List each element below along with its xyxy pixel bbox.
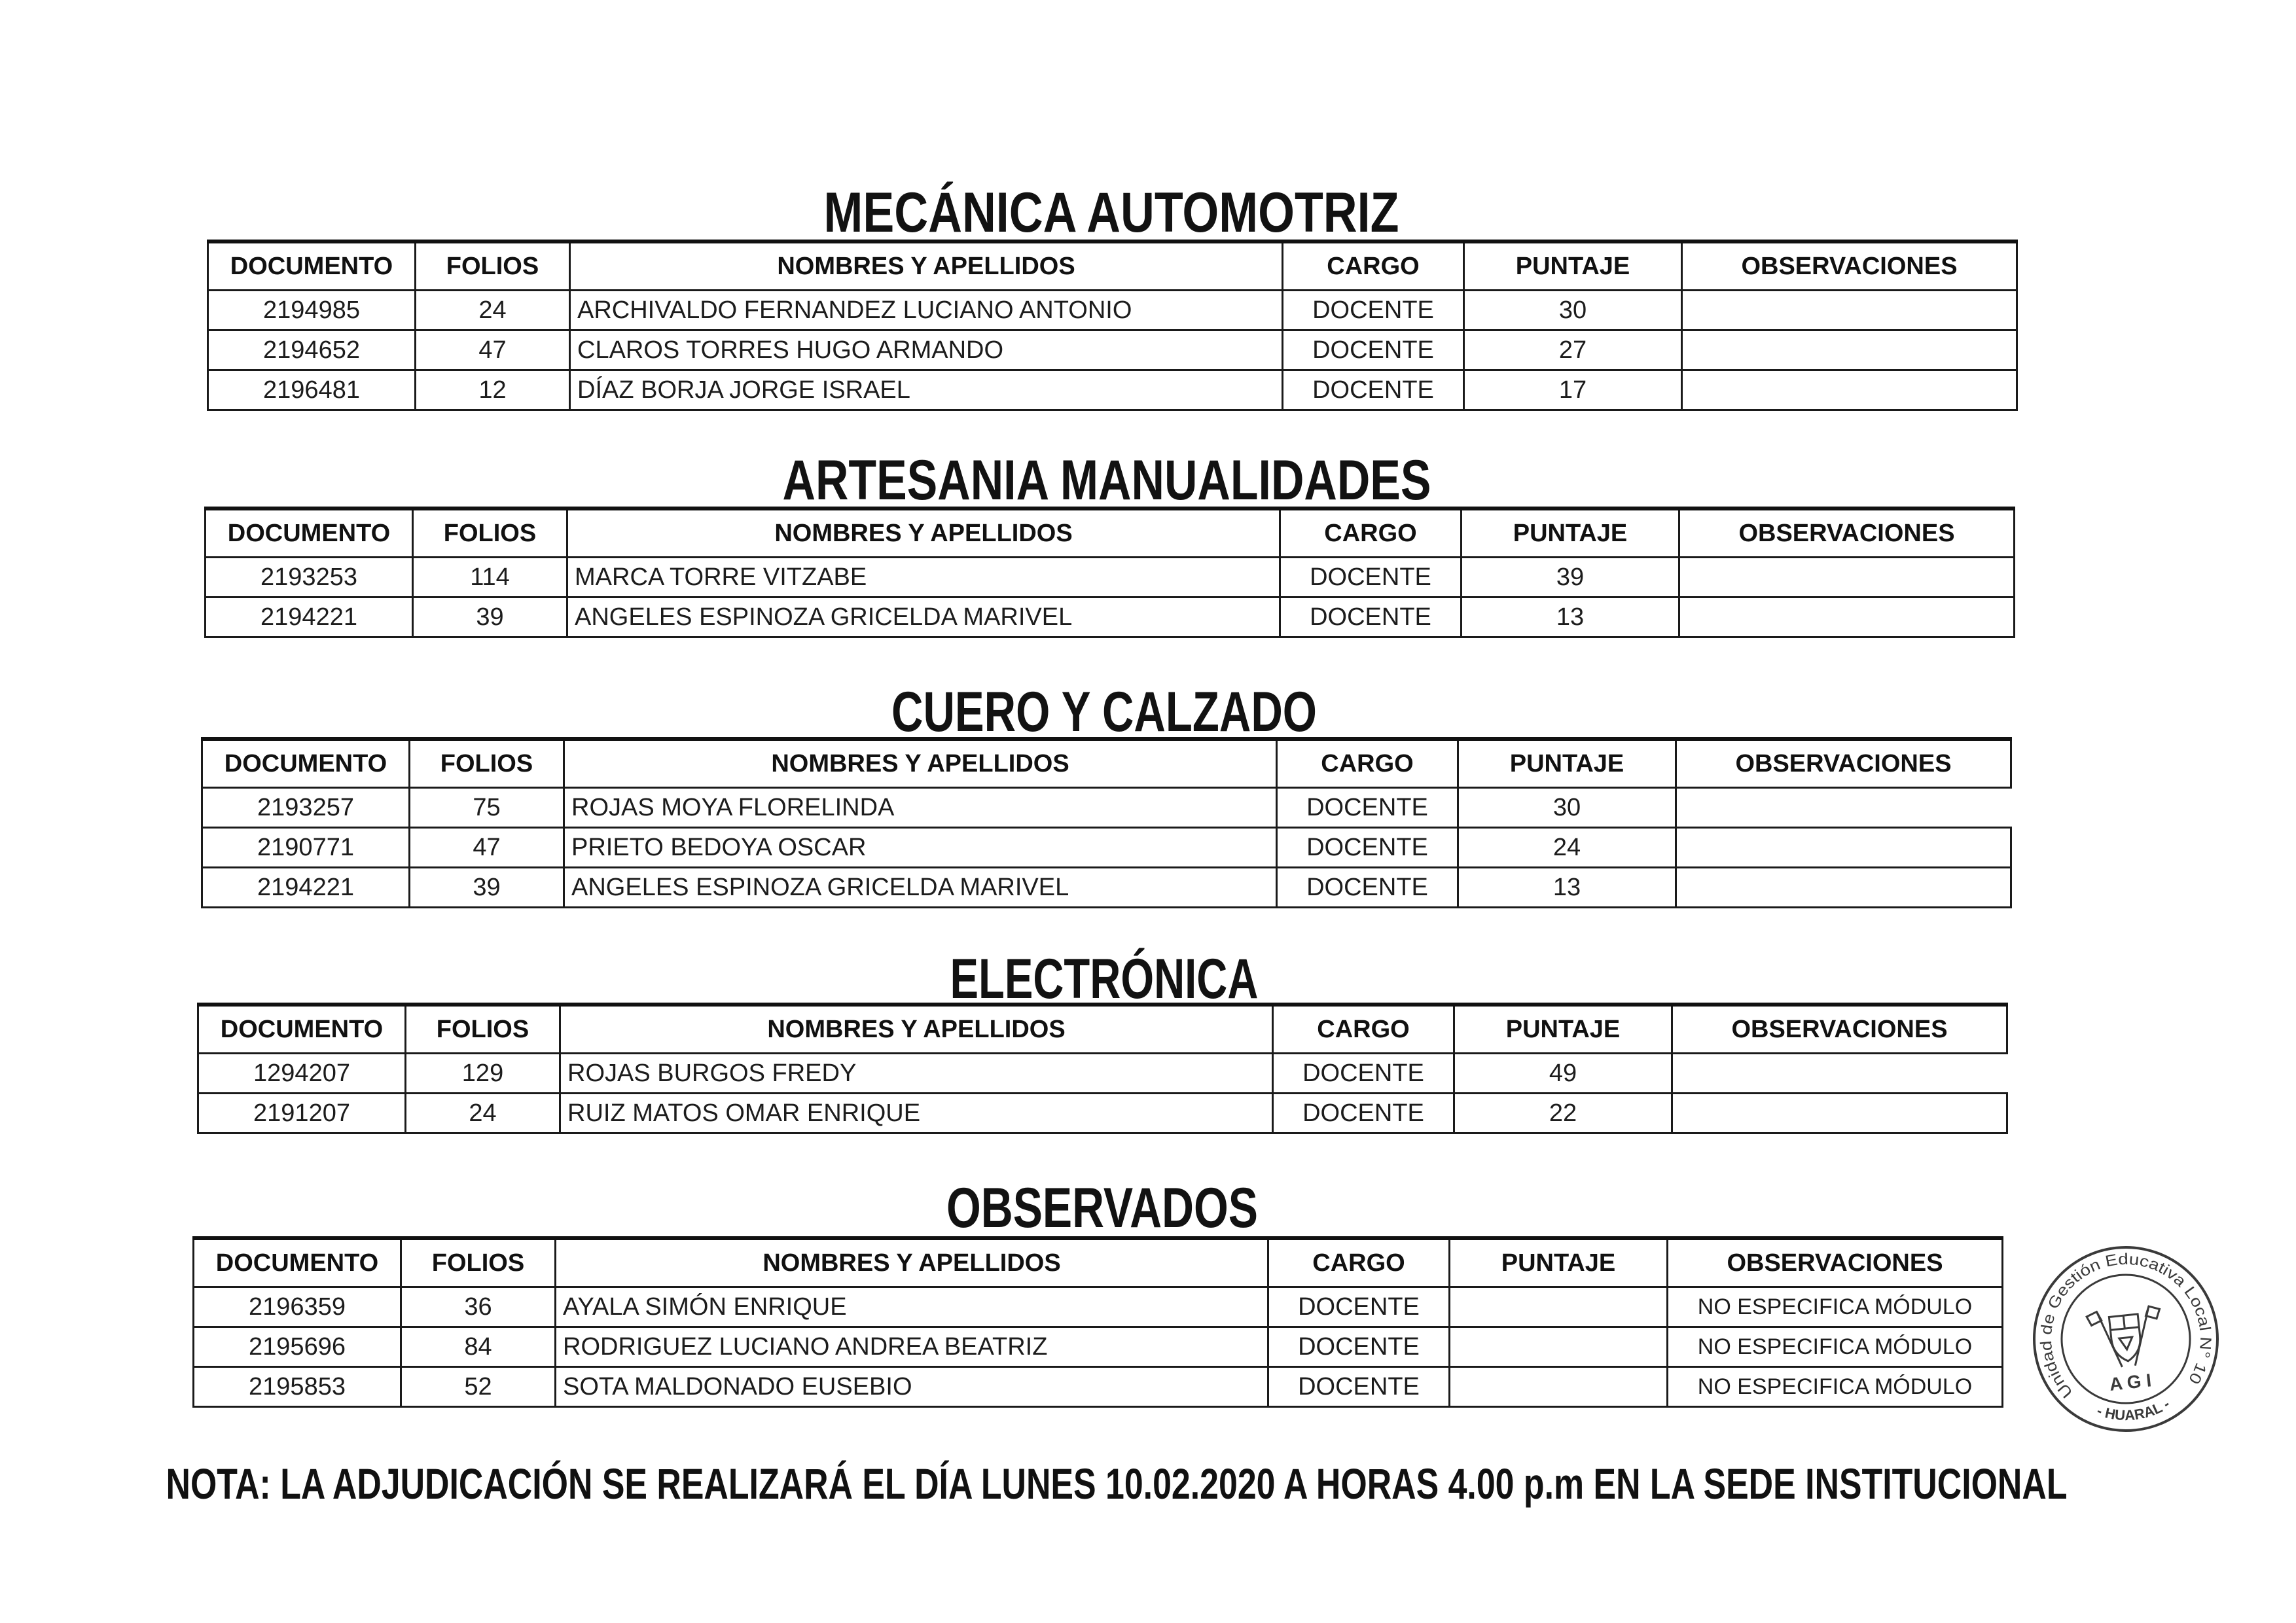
table-row bbox=[202, 868, 2011, 908]
results-table bbox=[197, 1003, 2008, 1134]
table-row bbox=[206, 597, 2015, 637]
cell-cargo: DOCENTE bbox=[1283, 330, 1464, 370]
cell-documento: 2193257 bbox=[202, 788, 410, 828]
cell-cargo: DOCENTE bbox=[1283, 291, 1464, 330]
table-body bbox=[198, 1054, 2007, 1133]
cell-folios: 47 bbox=[416, 330, 570, 370]
cell-folios: 52 bbox=[401, 1367, 556, 1407]
cell-puntaje: 39 bbox=[1462, 558, 1679, 597]
column-header-observaciones: OBSERVACIONES bbox=[1682, 241, 2017, 291]
column-header-observaciones: OBSERVACIONES bbox=[1676, 739, 2011, 788]
cell-documento: 2195853 bbox=[194, 1367, 401, 1407]
results-table bbox=[204, 507, 2015, 638]
cell-observaciones: NO ESPECIFICA MÓDULO bbox=[1668, 1327, 2003, 1367]
cell-documento: 1294207 bbox=[198, 1054, 406, 1094]
cell-observaciones bbox=[1672, 1054, 2007, 1094]
column-header-puntaje: PUNTAJE bbox=[1454, 1005, 1672, 1054]
column-header-nombres: NOMBRES Y APELLIDOS bbox=[567, 508, 1280, 558]
cell-puntaje: 49 bbox=[1454, 1054, 1672, 1094]
column-header-nombres: NOMBRES Y APELLIDOS bbox=[570, 241, 1283, 291]
table-row bbox=[198, 1094, 2007, 1133]
column-header-documento: DOCUMENTO bbox=[198, 1005, 406, 1054]
table-body bbox=[208, 291, 2017, 410]
column-header-cargo: CARGO bbox=[1283, 241, 1464, 291]
coat-of-arms-icon bbox=[2086, 1305, 2165, 1370]
cell-observaciones bbox=[1676, 828, 2011, 868]
column-header-folios: FOLIOS bbox=[401, 1238, 556, 1287]
cell-documento: 2194221 bbox=[206, 597, 413, 637]
section-title-text: OBSERVADOS bbox=[946, 1177, 1258, 1240]
cell-cargo: DOCENTE bbox=[1273, 1094, 1454, 1133]
cell-nombres: ANGELES ESPINOZA GRICELDA MARIVEL bbox=[567, 597, 1280, 637]
table-head bbox=[194, 1238, 2003, 1287]
cell-observaciones: NO ESPECIFICA MÓDULO bbox=[1668, 1287, 2003, 1327]
column-header-documento: DOCUMENTO bbox=[208, 241, 416, 291]
column-header-folios: FOLIOS bbox=[413, 508, 567, 558]
table-header-row bbox=[208, 241, 2017, 291]
table-row bbox=[206, 558, 2015, 597]
table-head bbox=[208, 241, 2017, 291]
results-table bbox=[207, 240, 2018, 411]
column-header-puntaje: PUNTAJE bbox=[1464, 241, 1682, 291]
cell-puntaje: 30 bbox=[1458, 788, 1676, 828]
cell-documento: 2196481 bbox=[208, 370, 416, 410]
cell-folios: 84 bbox=[401, 1327, 556, 1367]
column-header-observaciones: OBSERVACIONES bbox=[1679, 508, 2015, 558]
table-header-row bbox=[206, 508, 2015, 558]
results-table bbox=[201, 737, 2012, 908]
section-title-text: ELECTRÓNICA bbox=[950, 948, 1259, 1010]
column-header-documento: DOCUMENTO bbox=[194, 1238, 401, 1287]
cell-nombres: SOTA MALDONADO EUSEBIO bbox=[556, 1367, 1268, 1407]
stamp-center-text: A G I bbox=[2108, 1370, 2153, 1395]
section-title bbox=[0, 1169, 2296, 1241]
column-header-cargo: CARGO bbox=[1273, 1005, 1454, 1054]
cell-observaciones bbox=[1682, 291, 2017, 330]
column-header-cargo: CARGO bbox=[1268, 1238, 1450, 1287]
cell-nombres: MARCA TORRE VITZABE bbox=[567, 558, 1280, 597]
cell-puntaje: 17 bbox=[1464, 370, 1682, 410]
cell-folios: 12 bbox=[416, 370, 570, 410]
adjudication-note-text: NOTA: LA ADJUDICACIÓN SE REALIZARÁ EL DÍA LUNES 10.02.2020 A HORAS 4.00 p.m EN LA SEDE INSTITUCIONAL bbox=[166, 1459, 2068, 1508]
cell-folios: 39 bbox=[410, 868, 564, 908]
table-head bbox=[198, 1005, 2007, 1054]
cell-cargo: DOCENTE bbox=[1277, 868, 1458, 908]
column-header-observaciones: OBSERVACIONES bbox=[1668, 1238, 2003, 1287]
column-header-nombres: NOMBRES Y APELLIDOS bbox=[560, 1005, 1273, 1054]
table-row bbox=[194, 1367, 2003, 1407]
cell-documento: 2194652 bbox=[208, 330, 416, 370]
section-title bbox=[0, 174, 2296, 246]
cell-documento: 2190771 bbox=[202, 828, 410, 868]
cell-folios: 129 bbox=[406, 1054, 560, 1094]
cell-puntaje bbox=[1450, 1287, 1668, 1327]
cell-observaciones bbox=[1672, 1094, 2007, 1133]
cell-documento: 2196359 bbox=[194, 1287, 401, 1327]
cell-nombres: RUIZ MATOS OMAR ENRIQUE bbox=[560, 1094, 1273, 1133]
table-row bbox=[208, 291, 2017, 330]
table-row bbox=[194, 1327, 2003, 1367]
cell-nombres: AYALA SIMÓN ENRIQUE bbox=[556, 1287, 1268, 1327]
table-row bbox=[208, 370, 2017, 410]
cell-nombres: ANGELES ESPINOZA GRICELDA MARIVEL bbox=[564, 868, 1277, 908]
cell-documento: 2191207 bbox=[198, 1094, 406, 1133]
table-body bbox=[194, 1287, 2003, 1407]
cell-folios: 24 bbox=[406, 1094, 560, 1133]
cell-folios: 24 bbox=[416, 291, 570, 330]
table-header-row bbox=[202, 739, 2011, 788]
cell-cargo: DOCENTE bbox=[1283, 370, 1464, 410]
cell-folios: 114 bbox=[413, 558, 567, 597]
table-header-row bbox=[194, 1238, 2003, 1287]
table-body bbox=[202, 788, 2011, 908]
cell-observaciones: NO ESPECIFICA MÓDULO bbox=[1668, 1367, 2003, 1407]
table-head bbox=[202, 739, 2011, 788]
column-header-puntaje: PUNTAJE bbox=[1450, 1238, 1668, 1287]
cell-puntaje: 24 bbox=[1458, 828, 1676, 868]
section-title-text: MECÁNICA AUTOMOTRIZ bbox=[823, 181, 1399, 244]
cell-nombres: PRIETO BEDOYA OSCAR bbox=[564, 828, 1277, 868]
cell-cargo: DOCENTE bbox=[1273, 1054, 1454, 1094]
column-header-cargo: CARGO bbox=[1277, 739, 1458, 788]
cell-puntaje: 13 bbox=[1462, 597, 1679, 637]
table-row bbox=[202, 828, 2011, 868]
cell-puntaje: 30 bbox=[1464, 291, 1682, 330]
section-title bbox=[0, 673, 2296, 745]
table-row bbox=[194, 1287, 2003, 1327]
cell-cargo: DOCENTE bbox=[1268, 1367, 1450, 1407]
cell-cargo: DOCENTE bbox=[1280, 558, 1462, 597]
cell-observaciones bbox=[1682, 330, 2017, 370]
cell-documento: 2193253 bbox=[206, 558, 413, 597]
stamp-bottom-textpath: - HUARAL - bbox=[2094, 1395, 2173, 1424]
cell-folios: 36 bbox=[401, 1287, 556, 1327]
column-header-documento: DOCUMENTO bbox=[206, 508, 413, 558]
cell-nombres: CLAROS TORRES HUGO ARMANDO bbox=[570, 330, 1283, 370]
cell-observaciones bbox=[1676, 868, 2011, 908]
cell-observaciones bbox=[1679, 558, 2015, 597]
cell-puntaje: 22 bbox=[1454, 1094, 1672, 1133]
cell-nombres: DÍAZ BORJA JORGE ISRAEL bbox=[570, 370, 1283, 410]
cell-folios: 47 bbox=[410, 828, 564, 868]
section-title-text: CUERO Y CALZADO bbox=[891, 681, 1317, 743]
column-header-nombres: NOMBRES Y APELLIDOS bbox=[564, 739, 1277, 788]
column-header-folios: FOLIOS bbox=[416, 241, 570, 291]
column-header-documento: DOCUMENTO bbox=[202, 739, 410, 788]
cell-folios: 75 bbox=[410, 788, 564, 828]
column-header-puntaje: PUNTAJE bbox=[1462, 508, 1679, 558]
cell-observaciones bbox=[1679, 597, 2015, 637]
cell-puntaje: 13 bbox=[1458, 868, 1676, 908]
cell-cargo: DOCENTE bbox=[1277, 788, 1458, 828]
section-title bbox=[0, 442, 2296, 514]
table-head bbox=[206, 508, 2015, 558]
column-header-nombres: NOMBRES Y APELLIDOS bbox=[556, 1238, 1268, 1287]
cell-cargo: DOCENTE bbox=[1268, 1327, 1450, 1367]
cell-puntaje bbox=[1450, 1327, 1668, 1367]
cell-nombres: RODRIGUEZ LUCIANO ANDREA BEATRIZ bbox=[556, 1327, 1268, 1367]
column-header-folios: FOLIOS bbox=[406, 1005, 560, 1054]
table-header-row bbox=[198, 1005, 2007, 1054]
column-header-puntaje: PUNTAJE bbox=[1458, 739, 1676, 788]
cell-puntaje bbox=[1450, 1367, 1668, 1407]
cell-observaciones bbox=[1682, 370, 2017, 410]
table-row bbox=[202, 788, 2011, 828]
adjudication-note bbox=[0, 1454, 2296, 1513]
results-table bbox=[192, 1236, 2003, 1408]
cell-cargo: DOCENTE bbox=[1280, 597, 1462, 637]
cell-nombres: ROJAS BURGOS FREDY bbox=[560, 1054, 1273, 1094]
cell-cargo: DOCENTE bbox=[1268, 1287, 1450, 1327]
section-title bbox=[0, 940, 2296, 1012]
cell-nombres: ROJAS MOYA FLORELINDA bbox=[564, 788, 1277, 828]
column-header-observaciones: OBSERVACIONES bbox=[1672, 1005, 2007, 1054]
table-row bbox=[198, 1054, 2007, 1094]
table-row bbox=[208, 330, 2017, 370]
cell-nombres: ARCHIVALDO FERNANDEZ LUCIANO ANTONIO bbox=[570, 291, 1283, 330]
cell-observaciones bbox=[1676, 788, 2011, 828]
cell-documento: 2194221 bbox=[202, 868, 410, 908]
column-header-cargo: CARGO bbox=[1280, 508, 1462, 558]
cell-cargo: DOCENTE bbox=[1277, 828, 1458, 868]
ugel-stamp bbox=[2028, 1241, 2224, 1437]
column-header-folios: FOLIOS bbox=[410, 739, 564, 788]
cell-folios: 39 bbox=[413, 597, 567, 637]
cell-documento: 2194985 bbox=[208, 291, 416, 330]
cell-puntaje: 27 bbox=[1464, 330, 1682, 370]
stamp-ring-textpath: Unidad de Gestión Educativa Local N° 10 bbox=[2037, 1250, 2215, 1402]
table-body bbox=[206, 558, 2015, 637]
cell-documento: 2195696 bbox=[194, 1327, 401, 1367]
section-title-text: ARTESANIA MANUALIDADES bbox=[782, 449, 1431, 512]
